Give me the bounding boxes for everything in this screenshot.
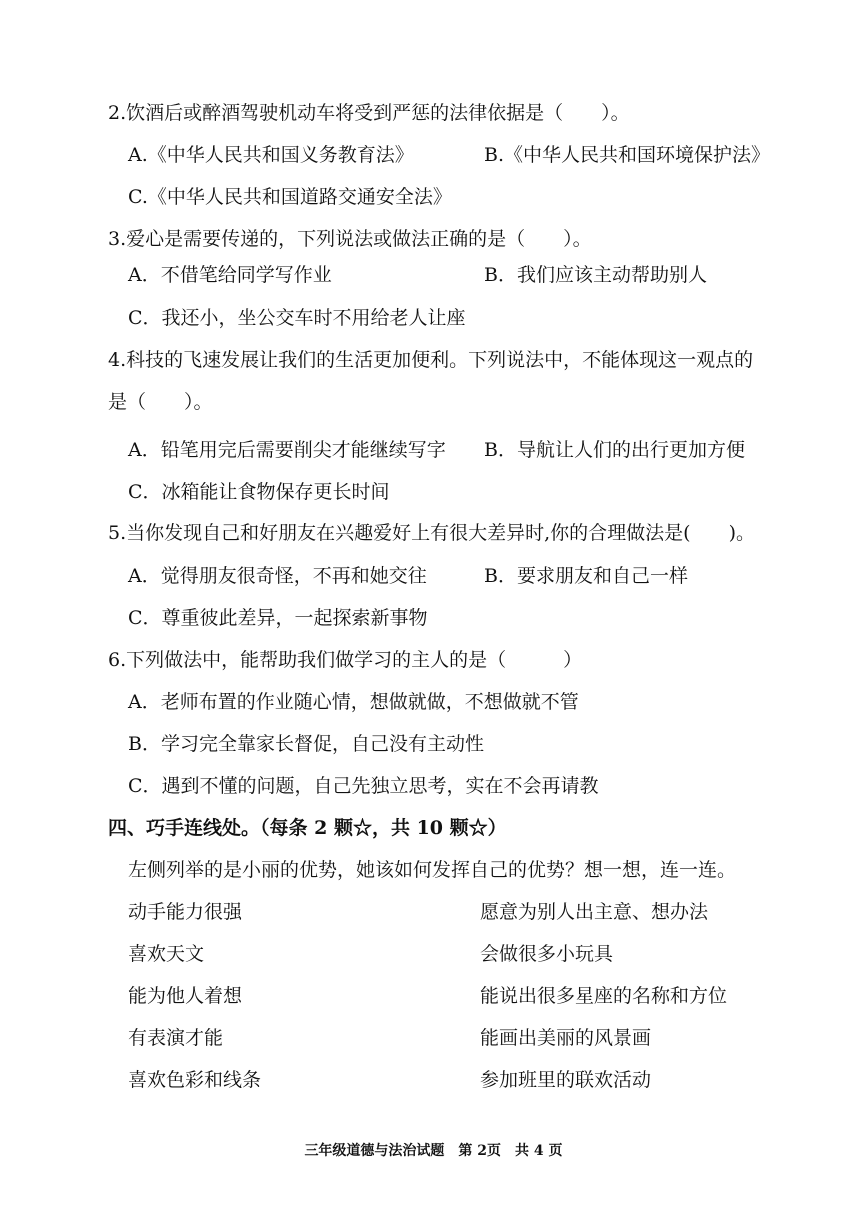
match-right-item[interactable]: 参加班里的联欢活动 [480, 1069, 652, 1091]
page-footer: 三年级道德与法治试题 第 2页 共 4 页 [304, 1143, 563, 1159]
question-3-option-a: A．不借笔给同学写作业 [128, 264, 332, 286]
match-right-item[interactable]: 能画出美丽的风景画 [480, 1027, 652, 1049]
question-6-option-c: C．遇到不懂的问题，自己先独立思考，实在不会再请教 [128, 775, 599, 797]
match-left-item[interactable]: 能为他人着想 [128, 985, 243, 1007]
question-6-stem: 6.下列做法中，能帮助我们做学习的主人的是（ ） [108, 649, 583, 671]
question-4-stem-line2: 是（ ）。 [108, 391, 213, 413]
question-3-stem: 3.爱心是需要传递的，下列说法或做法正确的是（ ）。 [108, 228, 592, 250]
question-2-option-a: A.《中华人民共和国义务教育法》 [128, 144, 414, 166]
question-5-option-b: B．要求朋友和自己一样 [484, 565, 688, 587]
match-left-item[interactable]: 喜欢色彩和线条 [128, 1069, 262, 1091]
question-4-option-a: A．铅笔用完后需要削尖才能继续写字 [128, 439, 446, 461]
question-4-stem-line1: 4.科技的飞速发展让我们的生活更加便利。下列说法中，不能体现这一观点的 [108, 349, 754, 371]
question-3-option-b: B．我们应该主动帮助别人 [484, 264, 707, 286]
section-4-instruction: 左侧列举的是小丽的优势，她该如何发挥自己的优势？想一想，连一连。 [128, 859, 737, 881]
match-right-item[interactable]: 会做很多小玩具 [480, 943, 614, 965]
match-left-item[interactable]: 有表演才能 [128, 1027, 224, 1049]
question-5-stem: 5.当你发现自己和好朋友在兴趣爱好上有很大差异时,你的合理做法是( )。 [108, 522, 755, 544]
match-right-item[interactable]: 能说出很多星座的名称和方位 [480, 985, 728, 1007]
question-5-option-a: A．觉得朋友很奇怪，不再和她交往 [128, 565, 427, 587]
section-4-heading: 四、巧手连线处。（每条 2 颗☆，共 10 颗☆） [108, 817, 507, 839]
question-6-option-a: A．老师布置的作业随心情，想做就做，不想做就不管 [128, 691, 579, 713]
question-4-option-b: B．导航让人们的出行更加方便 [484, 439, 745, 461]
question-2-option-b: B.《中华人民共和国环境保护法》 [484, 144, 771, 166]
question-3-option-c: C．我还小，坐公交车时不用给老人让座 [128, 307, 466, 329]
question-5-option-c: C．尊重彼此差异，一起探索新事物 [128, 607, 428, 629]
match-left-item[interactable]: 动手能力很强 [128, 901, 243, 923]
match-left-item[interactable]: 喜欢天文 [128, 943, 205, 965]
question-6-option-b: B．学习完全靠家长督促，自己没有主动性 [128, 733, 484, 755]
question-4-option-c: C．冰箱能让食物保存更长时间 [128, 481, 390, 503]
question-2-stem: 2.饮酒后或醉酒驾驶机动车将受到严惩的法律依据是（ ）。 [108, 102, 630, 124]
match-right-item[interactable]: 愿意为别人出主意、想办法 [480, 901, 709, 923]
question-2-option-c: C.《中华人民共和国道路交通安全法》 [128, 186, 452, 208]
